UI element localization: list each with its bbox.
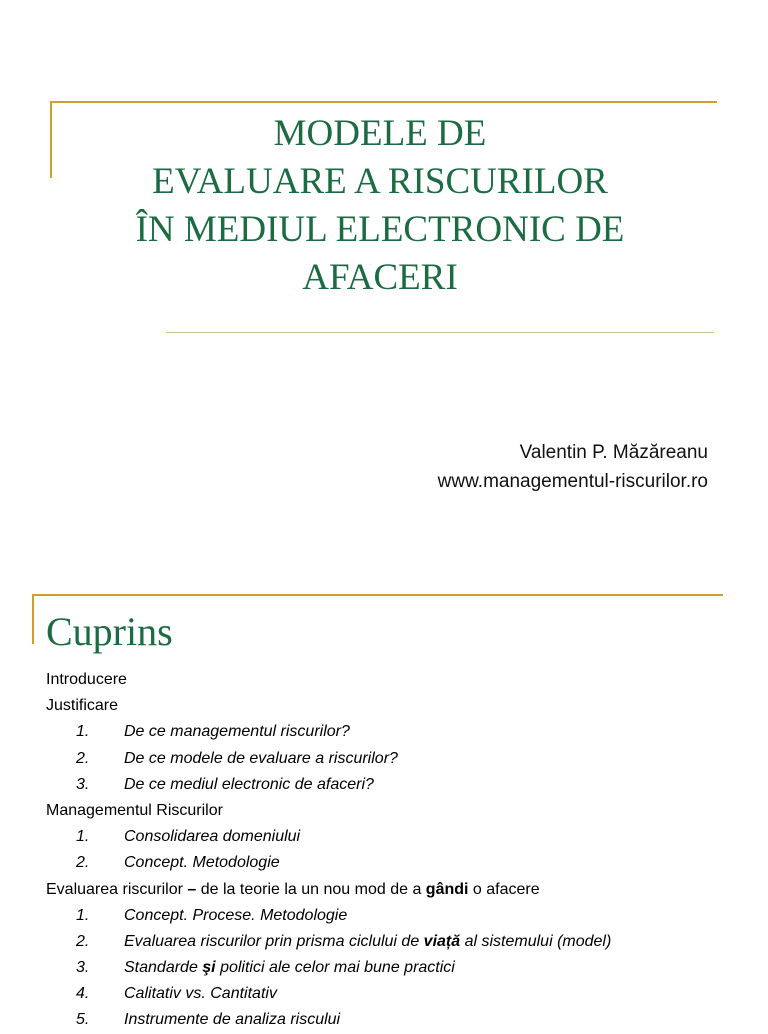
toc-subitem-label: politici ale celor mai bune practici bbox=[215, 959, 455, 977]
toc-item-introducere bbox=[46, 667, 746, 693]
toc-subitem-number: 5. bbox=[76, 1011, 90, 1029]
toc-subitem bbox=[46, 772, 746, 798]
toc-subitem-label: De ce modele de evaluare a riscurilor? bbox=[124, 749, 398, 767]
contents-slide bbox=[0, 560, 768, 1029]
toc-subitem-number: 1. bbox=[76, 906, 90, 924]
toc-subitem bbox=[46, 981, 746, 1007]
toc-subitem-label: Calitativ vs. Cantitativ bbox=[124, 985, 277, 1003]
presentation-title bbox=[60, 110, 700, 302]
title-line: EVALUARE A RISCURILOR bbox=[152, 161, 608, 202]
toc-subitem bbox=[46, 929, 746, 955]
toc-subitem-label: Concept. Metodologie bbox=[124, 854, 280, 872]
toc-subitem bbox=[46, 850, 746, 876]
toc-item-dash: – bbox=[187, 880, 197, 898]
toc-item-management bbox=[46, 798, 746, 824]
toc-item-label: de la teorie la un nou mod de a bbox=[196, 880, 426, 898]
toc-subitem bbox=[46, 955, 746, 981]
toc-item-label: Evaluarea riscurilor bbox=[46, 880, 188, 898]
toc-item-label: Justificare bbox=[46, 697, 119, 715]
toc-item-label: Introducere bbox=[46, 671, 127, 688]
toc-subitem-label: Evaluarea riscurilor prin prisma ciclului de bbox=[124, 932, 424, 950]
toc-subitem-number: 1. bbox=[76, 723, 90, 741]
toc-subitem bbox=[46, 746, 746, 772]
toc-subitem-emphasis: viață bbox=[423, 932, 461, 950]
toc-subitem-label: De ce mediul electronic de afaceri? bbox=[124, 775, 374, 793]
toc-subitem bbox=[46, 719, 746, 745]
toc-subitem bbox=[46, 903, 746, 929]
top-rule bbox=[50, 101, 717, 103]
toc-subitem-label: Instrumente de analiza riscului bbox=[124, 1011, 341, 1029]
toc-item-label: o afacere bbox=[468, 880, 540, 898]
contents-list bbox=[46, 667, 746, 1034]
title-underline bbox=[166, 332, 714, 333]
toc-subitem-number: 2. bbox=[76, 854, 90, 872]
section-heading: Cuprins bbox=[46, 609, 173, 654]
title-line: MODELE DE bbox=[273, 113, 487, 154]
title-line: ÎN MEDIUL ELECTRONIC DE bbox=[135, 209, 625, 250]
toc-subitem-number: 2. bbox=[76, 932, 90, 950]
toc-subitem bbox=[46, 824, 746, 850]
toc-subitem bbox=[46, 1007, 746, 1033]
toc-subitem-number: 2. bbox=[76, 749, 90, 767]
toc-item-evaluare bbox=[46, 877, 746, 903]
toc-subitem-number: 3. bbox=[76, 959, 90, 977]
author-name: Valentin P. Măzăreanu bbox=[519, 442, 708, 463]
toc-subitem-number: 1. bbox=[76, 828, 90, 846]
title-line: AFACERI bbox=[302, 257, 458, 298]
top-rule bbox=[32, 594, 723, 596]
left-rule bbox=[50, 101, 52, 178]
toc-subitem-label: al sistemului (model) bbox=[460, 932, 612, 950]
website-link[interactable]: www.managementul-riscurilor.ro bbox=[437, 471, 708, 492]
toc-subitem-emphasis: şi bbox=[202, 959, 216, 977]
toc-subitem-label: De ce managementul riscurilor? bbox=[124, 723, 350, 741]
toc-subitem-label: Consolidarea domeniului bbox=[124, 828, 301, 846]
toc-item-justificare bbox=[46, 693, 746, 719]
toc-subitem-label: Standarde bbox=[124, 959, 203, 977]
toc-subitem-label: Concept. Procese. Metodologie bbox=[124, 906, 348, 924]
toc-subitem-number: 3. bbox=[76, 775, 90, 793]
left-rule bbox=[32, 594, 34, 644]
toc-subitem-number: 4. bbox=[76, 985, 90, 1003]
author-block bbox=[438, 438, 708, 496]
toc-item-label: Managementul Riscurilor bbox=[46, 801, 223, 819]
toc-item-emphasis: gândi bbox=[425, 880, 469, 898]
